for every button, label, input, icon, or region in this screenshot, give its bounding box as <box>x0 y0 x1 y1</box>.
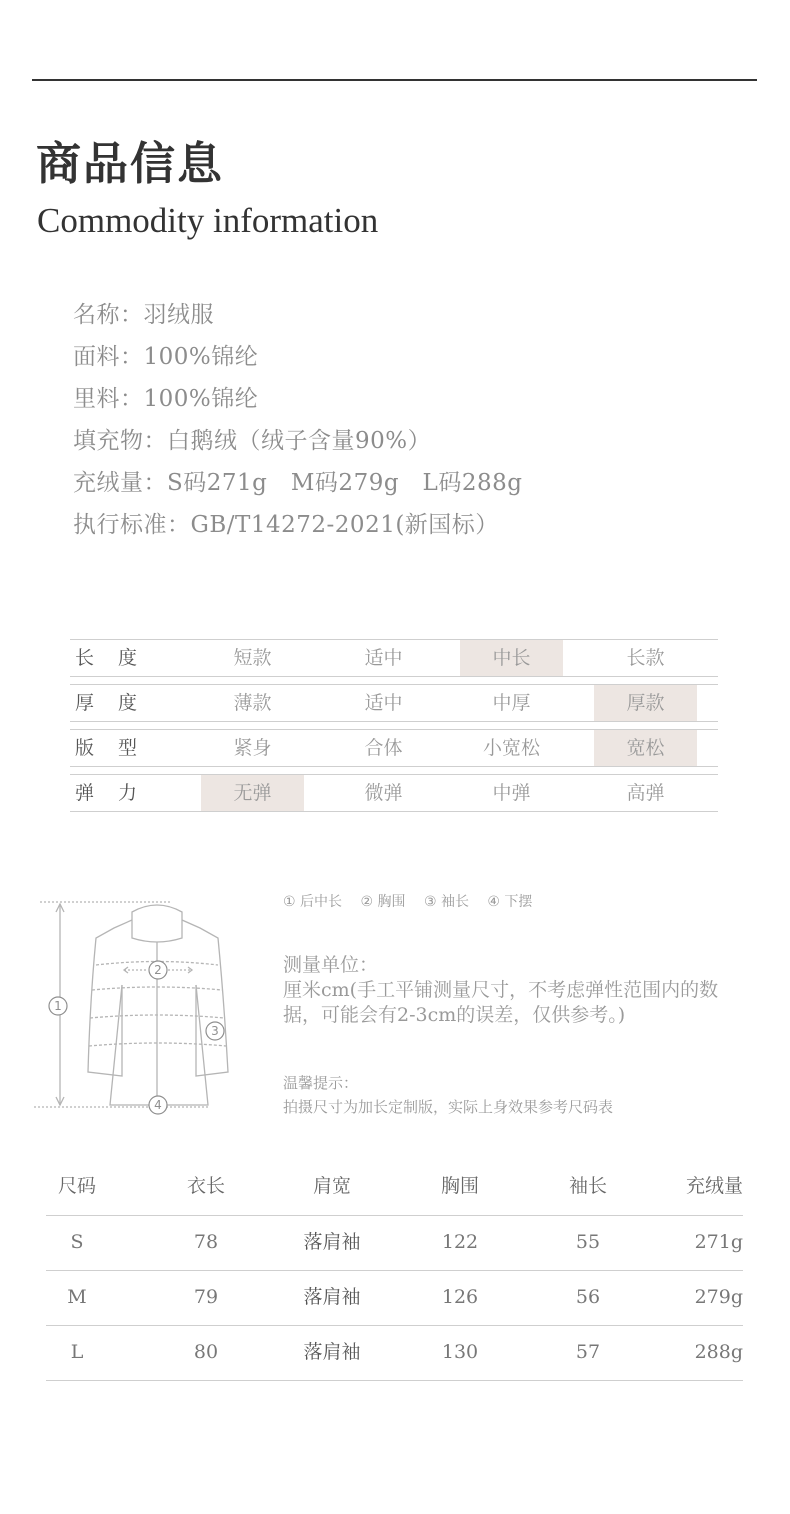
diagram-legend <box>283 891 546 911</box>
header-cell: 充绒量 <box>685 1175 743 1197</box>
legend-item: ④ 下摆 <box>487 894 533 910</box>
size-cell: S <box>70 1231 84 1253</box>
attribute-option: 适中 <box>364 692 403 714</box>
size-cell: 279g <box>694 1286 743 1308</box>
header-cell: 衣长 <box>186 1175 225 1197</box>
attribute-option: 中长 <box>460 640 563 676</box>
header-cell: 肩宽 <box>312 1175 351 1197</box>
spec-fill-weight: 充绒量：S码271g M码279g L码288g <box>73 470 523 496</box>
attribute-option: 高弹 <box>626 782 665 804</box>
attribute-option: 中弹 <box>492 782 531 804</box>
attribute-option: 微弹 <box>364 782 403 804</box>
attribute-option: 宽松 <box>594 730 697 766</box>
size-cell: 126 <box>441 1286 479 1308</box>
page-title: 商品信息 <box>36 137 225 190</box>
attribute-option: 中厚 <box>492 692 531 714</box>
coat-measurement-diagram <box>30 890 270 1120</box>
size-cell: 122 <box>441 1231 479 1253</box>
attribute-row-fit <box>70 729 718 767</box>
attribute-label: 厚度 <box>75 692 162 714</box>
size-cell: L <box>70 1341 84 1363</box>
table-row <box>46 1326 743 1381</box>
size-cell: 57 <box>575 1341 601 1363</box>
marker-3: 3 <box>211 1024 219 1038</box>
size-cell: 落肩袖 <box>303 1341 361 1363</box>
size-cell: 55 <box>575 1231 601 1253</box>
attribute-table <box>70 639 718 819</box>
attribute-label: 弹力 <box>75 782 162 804</box>
page-subtitle: Commodity information <box>37 201 379 240</box>
size-cell: 78 <box>193 1231 219 1253</box>
table-row <box>46 1216 743 1271</box>
attribute-option: 无弹 <box>201 775 304 811</box>
size-cell: 130 <box>441 1341 479 1363</box>
size-table-header <box>46 1160 743 1216</box>
attribute-row-thickness <box>70 684 718 722</box>
spec-fabric: 面料：100%锦纶 <box>73 344 259 370</box>
size-table <box>46 1160 743 1381</box>
size-cell: 落肩袖 <box>303 1286 361 1308</box>
measurement-note <box>283 953 753 1028</box>
measurement-note-title: 测量单位： <box>283 954 379 976</box>
size-cell: 79 <box>193 1286 219 1308</box>
header-cell: 袖长 <box>568 1175 607 1197</box>
tip-note <box>283 1071 753 1119</box>
size-cell: 80 <box>193 1341 219 1363</box>
legend-item: ① 后中长 <box>283 894 343 910</box>
attribute-option: 短款 <box>233 647 272 669</box>
spec-lining: 里料：100%锦纶 <box>73 386 259 412</box>
legend-item: ② 胸围 <box>360 894 406 910</box>
attribute-option: 适中 <box>364 647 403 669</box>
spec-filling: 填充物：白鹅绒（绒子含量90%） <box>73 428 432 454</box>
spec-standard: 执行标准：GB/T14272-2021(新国标） <box>73 512 499 538</box>
attribute-option: 长款 <box>626 647 665 669</box>
legend-item: ③ 袖长 <box>423 894 469 910</box>
attribute-option: 合体 <box>364 737 403 759</box>
attribute-option: 小宽松 <box>482 737 540 759</box>
size-cell: 56 <box>575 1286 601 1308</box>
header-cell: 胸围 <box>440 1175 479 1197</box>
attribute-row-length <box>70 639 718 677</box>
measurement-note-body: 厘米cm(手工平铺测量尺寸，不考虑弹性范围内的数据，可能会有2-3cm的误差，仅供参考。) <box>283 979 719 1026</box>
marker-1: 1 <box>54 999 62 1013</box>
size-cell: 288g <box>694 1341 743 1363</box>
attribute-label: 版型 <box>75 737 162 759</box>
attribute-label: 长度 <box>75 647 162 669</box>
spec-list <box>73 298 522 550</box>
spec-name: 名称：羽绒服 <box>73 302 214 328</box>
marker-2: 2 <box>154 963 162 977</box>
tip-note-body: 拍摄尺寸为加长定制版，实际上身效果参考尺码表 <box>283 1098 614 1116</box>
table-row <box>46 1271 743 1326</box>
attribute-option: 薄款 <box>233 692 272 714</box>
top-divider <box>32 79 757 81</box>
attribute-row-stretch <box>70 774 718 812</box>
marker-4: 4 <box>154 1098 162 1112</box>
attribute-option: 厚款 <box>594 685 697 721</box>
size-cell: 271g <box>694 1231 743 1253</box>
size-cell: 落肩袖 <box>303 1231 361 1253</box>
attribute-option: 紧身 <box>233 737 272 759</box>
size-cell: M <box>67 1286 87 1308</box>
header-cell: 尺码 <box>57 1175 96 1197</box>
tip-note-title: 温馨提示： <box>283 1074 359 1092</box>
